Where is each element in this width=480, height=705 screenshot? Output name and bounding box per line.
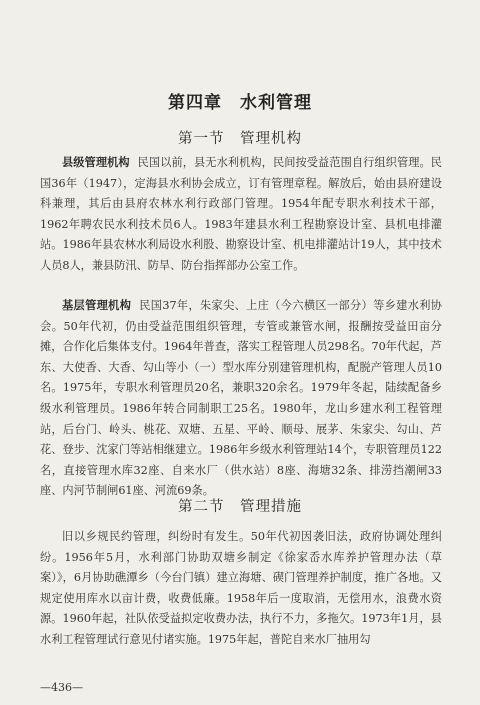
paragraph-management-measures bbox=[40, 527, 442, 651]
chapter-title: 第四章 水利管理 bbox=[168, 93, 312, 113]
section-title-1: 第一节 管理机构 bbox=[178, 131, 302, 147]
paragraph-county-level-management bbox=[40, 153, 442, 277]
paragraph-body-grassroots: 民国37年，朱家尖、上庄（今六横区一部分）等乡建水利协会。50年代初，仍由受益范围组织管理，专管或兼管水闸，报酬按受益田亩分摊，合作化后集体支付。1964年普查，落实工程管理人员298名。70年代起，芦东、大使香、大香、勾山等小（一）型水库分别建管理机构，配脱产管理人员10名。1975年，专职水利管理员20名，兼职320余名。1979年冬起，陆续配备乡级水利管理员。1986年转合同制职工25名。1980年，龙山乡建水利工程管理站，后台门、岭头、桃花、双塘、五星、平岭、顺母、展茅、朱家尖、勾山、芦花、登步、沈家门等站相继建立。1986年乡级水利管理站14个，专职管理员122名，直接管理水库32座、自来水厂（供水站）8座、海塘32条、排涝挡潮闸33座、内河节制闸61座、河流69条。 bbox=[40, 299, 442, 498]
paragraph-lead-grassroots: 基层管理机构 bbox=[62, 299, 132, 312]
paragraph-grassroots-management bbox=[40, 296, 442, 502]
paragraph-lead-county: 县级管理机构 bbox=[62, 156, 130, 169]
section-title-2: 第二节 管理措施 bbox=[178, 499, 302, 515]
paragraph-body-measures: 旧以乡规民约管理，纠纷时有发生。50年代初因袭旧法，政府协调处理纠纷。1956年5月，水利部门协助双塘乡制定《徐家岙水库养护管理办法（草案）》，6月协助礁潭乡（今台门镇）建立海塘、碶门管理养护制度，推广各地。又规定使用库水以亩计费，收费低廉。1958年后一度取消，无偿用水，浪费水资源。1960年起，社队依受益拟定收费办法，执行不力，多拖欠。1973年1月，县水利工程管理试行意见付诸实施。1975年起，普陀自来水厂抽用勾 bbox=[40, 530, 442, 646]
page-number: —436— bbox=[40, 681, 83, 694]
paragraph-body-county: 民国以前，县无水利机构，民间按受益范围自行组织管理。民国36年（1947），定海县水利协会成立，订有管理章程。解放后，始由县府建设科兼理，其后由县府农林水利行政部门管理。1954年配专职水利技术干部，1962年聘农民水利技术员6人。1983年建县水利工程勘察设计室、县机电排灌站。1986年县农林水利局设水利股、勘察设计室、机电排灌站计19人，其中技术人员8人，兼县防汛、防旱、防台指挥部办公室工作。 bbox=[40, 156, 442, 272]
